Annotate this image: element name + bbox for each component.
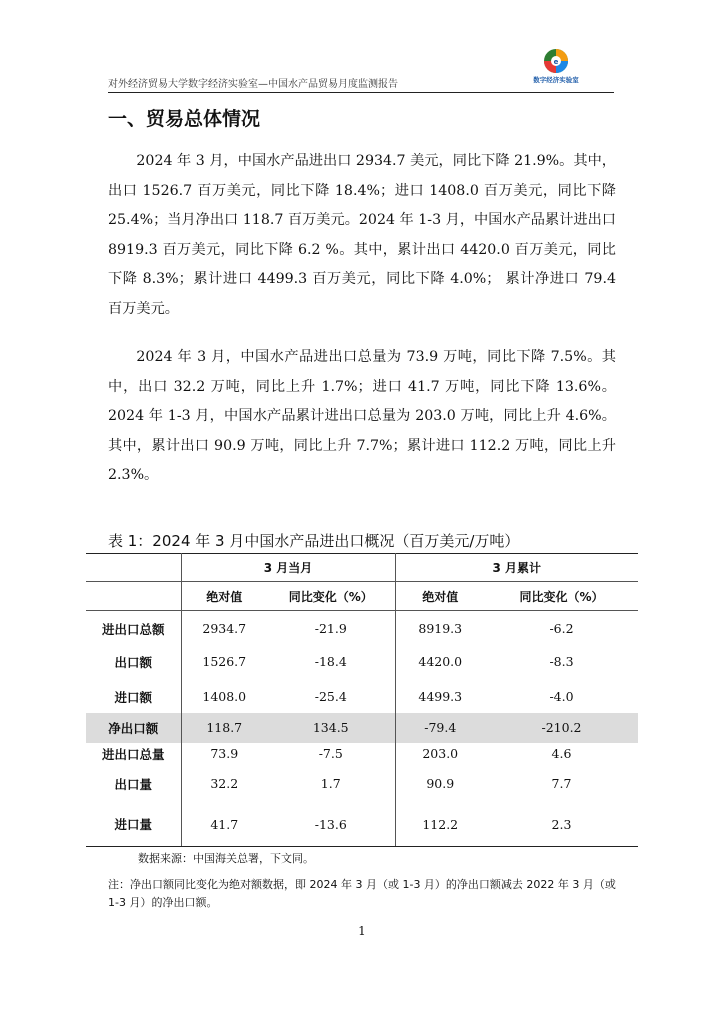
cell: -18.4 bbox=[314, 654, 347, 669]
cell: 4420.0 bbox=[395, 643, 485, 681]
cell: 1408.0 bbox=[181, 681, 267, 713]
row-label: 净出口额 bbox=[86, 713, 181, 743]
cell: 73.9 bbox=[181, 743, 267, 765]
table-sub-header-row bbox=[86, 582, 638, 611]
paragraph-trade-value: 2024 年 3 月，中国水产品进出口 2934.7 美元，同比下降 21.9%。其中，出口 1526.7 百万美元，同比下降 18.4%；进口 1408.0 百万美元，同比下降 25.4%；当月净出口 118.7 百万美元。2024 年 1-3 月，中国水产品累计进出口 8919.3 百万美元，同比下降 6.2 %。其中，累计出口 4420.0 百万美元，同比下降 8.3%；累计进口 4499.3 百万美元，同比下降 4.0%； 累计净进口 79.4 百万美元。 bbox=[108, 153, 616, 317]
cell: -79.4 bbox=[395, 713, 485, 743]
cell: -6.2 bbox=[549, 621, 574, 637]
table-row bbox=[86, 765, 638, 803]
cell: 1526.7 bbox=[181, 643, 267, 681]
table-row bbox=[86, 681, 638, 713]
cell: -25.4 bbox=[314, 689, 347, 704]
table-row bbox=[86, 643, 638, 681]
cell: 1.7 bbox=[320, 776, 341, 791]
cell: -21.9 bbox=[314, 621, 347, 637]
cell: 41.7 bbox=[181, 803, 267, 847]
cell: -7.5 bbox=[318, 746, 343, 761]
svg-text:e: e bbox=[553, 58, 559, 66]
cell: -13.6 bbox=[267, 803, 395, 847]
table-group-header-row bbox=[86, 554, 638, 582]
cell: 203.0 bbox=[395, 743, 485, 765]
row-label: 进出口总量 bbox=[101, 746, 165, 762]
cell: 2.3 bbox=[485, 803, 638, 847]
row-label: 进口额 bbox=[114, 689, 152, 705]
table-title: 表 1：2024 年 3 月中国水产品进出口概况（百万美元/万吨） bbox=[108, 532, 520, 550]
page-number: 1 bbox=[358, 924, 366, 938]
trade-summary-table bbox=[86, 553, 638, 847]
cell: 90.9 bbox=[395, 765, 485, 803]
cell: -4.0 bbox=[549, 689, 574, 704]
sub-header-cum-value: 绝对值 bbox=[395, 582, 485, 611]
logo-text: 数字经济实验室 bbox=[533, 76, 579, 84]
data-source: 数据来源：中国海关总署，下文同。 bbox=[138, 852, 314, 865]
cell: 32.2 bbox=[181, 765, 267, 803]
globe-logo-icon bbox=[543, 48, 569, 74]
row-label: 出口量 bbox=[114, 776, 152, 792]
cell: 134.5 bbox=[267, 713, 395, 743]
table-row bbox=[86, 611, 638, 643]
sub-header-blank bbox=[86, 582, 181, 611]
section-title: 一、贸易总体情况 bbox=[108, 108, 261, 130]
sub-header-month-value: 绝对值 bbox=[181, 582, 267, 611]
cell: 4499.3 bbox=[395, 681, 485, 713]
sub-header-month-yoy: 同比变化（%） bbox=[288, 589, 373, 604]
page-header bbox=[108, 48, 614, 93]
table-corner bbox=[86, 554, 181, 582]
cell: 8919.3 bbox=[395, 611, 485, 643]
cell: 112.2 bbox=[395, 803, 485, 847]
row-label: 进口量 bbox=[86, 803, 181, 847]
group-header-cumulative: 3 月累计 bbox=[395, 554, 638, 582]
sub-header-cum-yoy: 同比变化（%） bbox=[519, 589, 604, 604]
row-label: 进出口总额 bbox=[101, 621, 165, 637]
paragraph-trade-volume: 2024 年 3 月，中国水产品进出口总量为 73.9 万吨，同比下降 7.5%。其中，出口 32.2 万吨，同比上升 1.7%；进口 41.7 万吨，同比下降 13.6%。2024 年 1-3 月，中国水产品累计进出口总量为 203.0 万吨，同比上升 4.6%。其中，累计出口 90.9 万吨，同比上升 7.7%；累计进口 112.2 万吨，同比上升 2.3%。 bbox=[108, 349, 616, 484]
table-row bbox=[86, 743, 638, 765]
group-header-month: 3 月当月 bbox=[181, 554, 395, 582]
cell: 118.7 bbox=[181, 713, 267, 743]
table-note: 注：净出口额同比变化为绝对额数据，即 2024 年 3 月（或 1-3 月）的净出口额减去 2022 年 3 月（或 1-3 月）的净出口额。 bbox=[108, 878, 616, 909]
table-row bbox=[86, 803, 638, 847]
cell: -210.2 bbox=[485, 713, 638, 743]
table-row-highlighted bbox=[86, 713, 638, 743]
row-label: 出口额 bbox=[114, 654, 152, 670]
cell: 2934.7 bbox=[181, 611, 267, 643]
cell: -8.3 bbox=[549, 654, 574, 669]
lab-logo bbox=[528, 48, 584, 88]
header-title: 对外经济贸易大学数字经济实验室—中国水产品贸易月度监测报告 bbox=[108, 79, 398, 90]
cell: 4.6 bbox=[551, 746, 572, 761]
cell: 7.7 bbox=[551, 776, 572, 791]
